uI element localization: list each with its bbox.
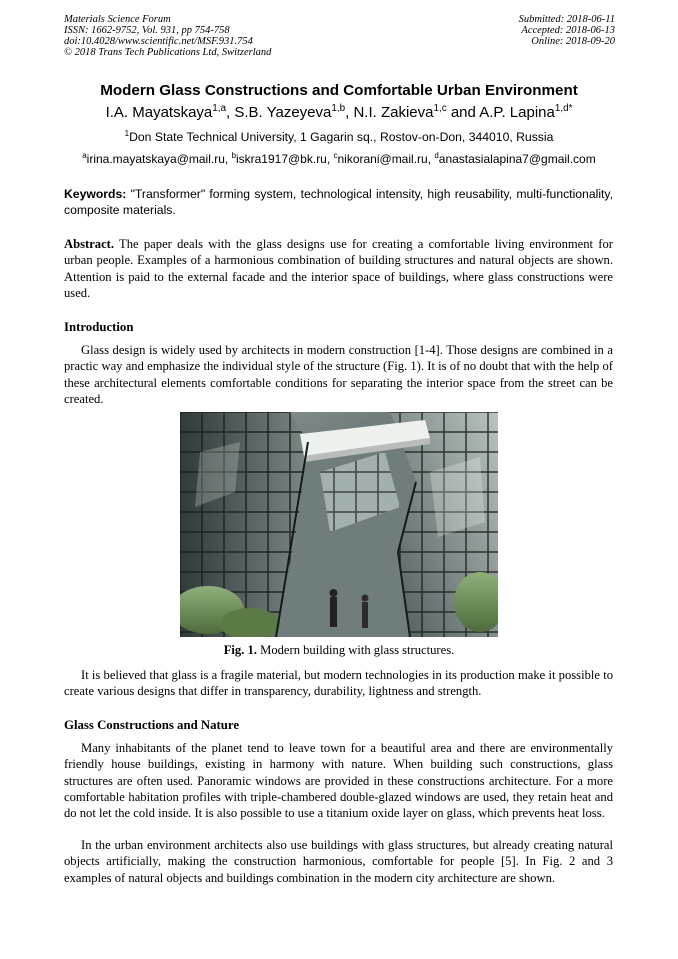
after-figure-paragraph: It is believed that glass is a fragile material, but modern technologies in its production make it possible to create various designs that differ in transparency, durability, lightness and strength. [64,668,613,699]
section-heading-introduction: Introduction [64,320,134,334]
author-separator: and [446,104,480,121]
figure-label: Fig. 1. [223,643,257,657]
email-address[interactable]: iskra1917@bk.ru, [235,152,334,166]
section-heading-glass-nature: Glass Constructions and Nature [64,718,240,732]
email-mark: b [231,151,236,160]
keywords-label: Keywords: [64,187,127,201]
dates-header [519,14,615,47]
email-mark: d [434,151,439,160]
email-address[interactable]: irina.mayatskaya@mail.ru, [86,152,232,166]
figure-1-image [180,412,498,637]
journal-header [64,14,271,58]
paper-title: Modern Glass Constructions and Comfortable Urban Environment [100,82,578,99]
email-address[interactable]: anastasialapina7@gmail.com [438,152,596,166]
nature-paragraph-2: In the urban environment architects also use buildings with glass structures, but already creating natural objects artificially, making the construction harmonious, comfortable for people [5]. In Fig. 2 and 3 examples of natural objects and buildings combination in the modern city architecture are shown. [64,838,613,885]
journal-doi: doi:10.4028/www.scientific.net/MSF.931.754 [64,36,253,47]
author-name: S.B. Yazeyeva [234,104,332,121]
author-separator: , [345,104,354,121]
glass-building-illustration [180,412,498,637]
journal-issn: ISSN: 1662-9752, Vol. 931, pp 754-758 [64,25,230,36]
figure-1-caption [0,643,678,658]
online-date: Online: 2018-09-20 [531,36,615,47]
author-list [0,104,678,121]
email-address[interactable]: nikorani@mail.ru, [337,152,435,166]
email-list [0,152,678,166]
author-affil-mark: 1,d* [554,103,573,114]
abstract-label: Abstract. [64,237,115,251]
journal-name: Materials Science Forum [64,14,171,25]
author-affil-mark: 1,a [212,103,227,114]
figure-caption-text: Modern building with glass structures. [256,643,455,657]
keywords-text: "Transformer" forming system, technological intensity, high reusability, multi-functionality, composite materials. [64,187,613,217]
author-separator: , [226,104,235,121]
submitted-date: Submitted: 2018-06-11 [518,14,615,25]
accepted-date: Accepted: 2018-06-13 [521,25,615,36]
author-affil-mark: 1,b [331,103,346,114]
author-affil-mark: 1,c [433,103,447,114]
author-name: N.I. Zakieva [353,104,434,121]
author-name: A.P. Lapina [479,104,555,121]
intro-paragraph: Glass design is widely used by architects in modern construction [1-4]. Those designs are combined in a practic way and emphasize the individual style of the structure (Fig. 1). It is of no doubt that with the help of these architectural elements comfortable conditions for separating the interior space from the street can be created. [64,343,613,406]
author-name: I.A. Mayatskaya [105,104,213,121]
affiliation-text: Don State Technical University, 1 Gagarin sq., Rostov-on-Don, 344010, Russia [129,130,554,144]
abstract [64,236,613,301]
affiliation [0,130,678,144]
journal-copyright: © 2018 Trans Tech Publications Ltd, Switzerland [64,47,272,58]
abstract-text: The paper deals with the glass designs use for creating a comfortable living environment for urban people. Examples of a harmonious combination of building structures and natural objects are shown. Attention is paid to the external facade and the interior space of buildings, where glass constructions were used. [64,237,613,300]
nature-paragraph-1: Many inhabitants of the planet tend to leave town for a beautiful area and there are environmentally friendly house buildings, existing in harmony with nature. When building such constructions, glass structures are often used. Panoramic windows are provided in these constructions architecture. For a more comfortable habitation profiles with triple-chambered double-glazed windows are used, they retain heat and do not let the cold inside. It is also possible to use a titanium oxide layer on glass, which prevents heat loss. [64,741,613,821]
email-mark: c [333,151,338,160]
keywords [64,186,613,218]
email-mark: a [82,151,87,160]
affiliation-mark: 1 [124,128,130,138]
